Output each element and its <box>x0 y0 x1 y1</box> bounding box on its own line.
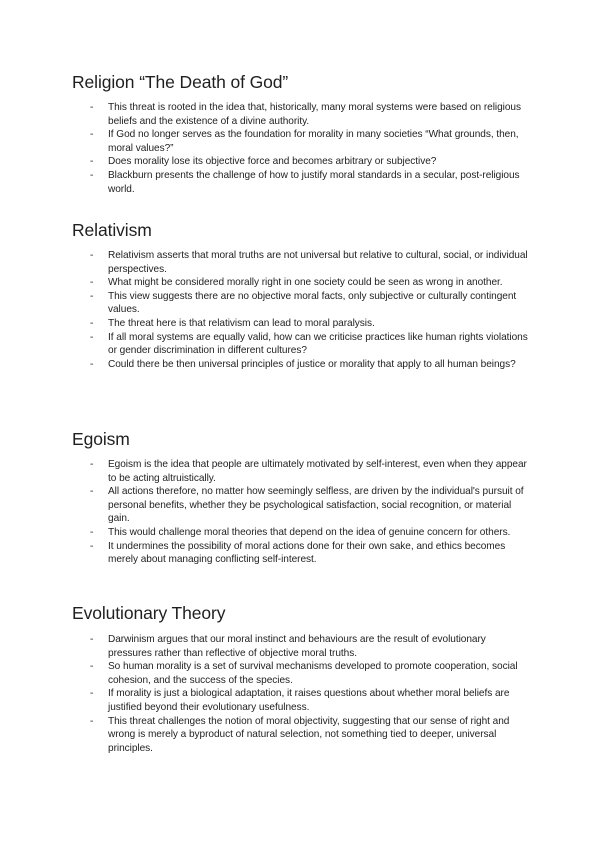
section-heading: Religion “The Death of God” <box>72 72 289 92</box>
bullet-item: - Could there be then universal principles of justice or morality that apply to all human beings? <box>90 358 516 370</box>
bullet-list <box>72 249 532 371</box>
dash-bullet-icon: - <box>90 661 94 673</box>
bullet-list <box>72 458 532 567</box>
section-heading: Egoism <box>72 429 130 449</box>
bullet-item: - Does morality lose its objective force and becomes arbitrary or subjective? <box>90 156 437 168</box>
bullet-item: - It undermines the possibility of moral actions done for their own sake, and ethics becomes merely about managing conflicting self-interest. <box>90 540 506 566</box>
bullet-item: - If all moral systems are equally valid, how can we criticise practices like human rights violations or gender discrimination in different cultures? <box>90 331 528 357</box>
dash-bullet-icon: - <box>90 169 94 181</box>
dash-bullet-icon: - <box>90 129 94 141</box>
dash-bullet-icon: - <box>90 317 94 329</box>
bullet-item: - If morality is just a biological adaptation, it raises questions about whether moral beliefs are justified beyond their evolutionary usefulness. <box>90 688 510 713</box>
section-heading: Relativism <box>72 220 152 240</box>
section-heading: Evolutionary Theory <box>72 603 226 623</box>
dash-bullet-icon: - <box>90 250 94 261</box>
bullet-item: - Blackburn presents the challenge of how to justify moral standards in a secular, post-religious world. <box>90 169 520 195</box>
dash-bullet-icon: - <box>90 156 94 168</box>
dash-bullet-icon: - <box>90 486 94 498</box>
bullet-item: - Darwinism argues that our moral instinct and behaviours are the result of evolutionary pressures rather than reflective of objective moral truths. <box>90 634 486 659</box>
section-relativism <box>72 220 532 371</box>
bullet-item: - All actions therefore, no matter how seemingly selfless, are driven by the individual's pursuit of personal benefits, whether they be psychological satisfaction, social recognition, or material gain. <box>90 486 524 525</box>
dash-bullet-icon: - <box>90 688 94 700</box>
bullet-list <box>72 633 532 755</box>
bullet-item: - So human morality is a set of survival mechanisms developed to promote cooperation, social cohesion, and the success of the species. <box>90 661 518 686</box>
dash-bullet-icon: - <box>90 290 94 302</box>
bullet-item: - If God no longer serves as the foundation for morality in many societies “What grounds, then, moral values?” <box>90 129 519 154</box>
bullet-item: - This threat is rooted in the idea that, historically, many moral systems were based on religious beliefs and the existence of a divine authority. <box>90 102 521 127</box>
dash-bullet-icon: - <box>90 277 94 289</box>
bullet-item: - Egoism is the idea that people are ultimately motivated by self-interest, even when they appear to be acting altruistically. <box>90 459 527 484</box>
bullet-list <box>72 101 532 196</box>
dash-bullet-icon: - <box>90 715 94 727</box>
section-evolutionary-theory <box>72 603 532 755</box>
dash-bullet-icon: - <box>90 102 94 113</box>
bullet-item: - This would challenge moral theories that depend on the idea of genuine concern for others. <box>90 526 511 538</box>
section-religion <box>72 72 532 196</box>
dash-bullet-icon: - <box>90 459 94 470</box>
bullet-item: - This view suggests there are no objective moral facts, only subjective or culturally contingent values. <box>90 290 517 316</box>
dash-bullet-icon: - <box>90 358 94 370</box>
bullet-item: - What might be considered morally right in one society could be seen as wrong in another. <box>90 277 503 289</box>
section-egoism <box>72 429 532 567</box>
bullet-item: - The threat here is that relativism can lead to moral paralysis. <box>90 317 375 329</box>
bullet-item: - This threat challenges the notion of moral objectivity, suggesting that our sense of right and wrong is merely a byproduct of natural selection, not something tied to deeper, universal principles. <box>90 715 510 754</box>
dash-bullet-icon: - <box>90 331 94 343</box>
dash-bullet-icon: - <box>90 634 94 645</box>
dash-bullet-icon: - <box>90 526 94 538</box>
bullet-item: - Relativism asserts that moral truths are not universal but relative to cultural, social, or individual perspectives. <box>90 250 528 275</box>
dash-bullet-icon: - <box>90 540 94 552</box>
